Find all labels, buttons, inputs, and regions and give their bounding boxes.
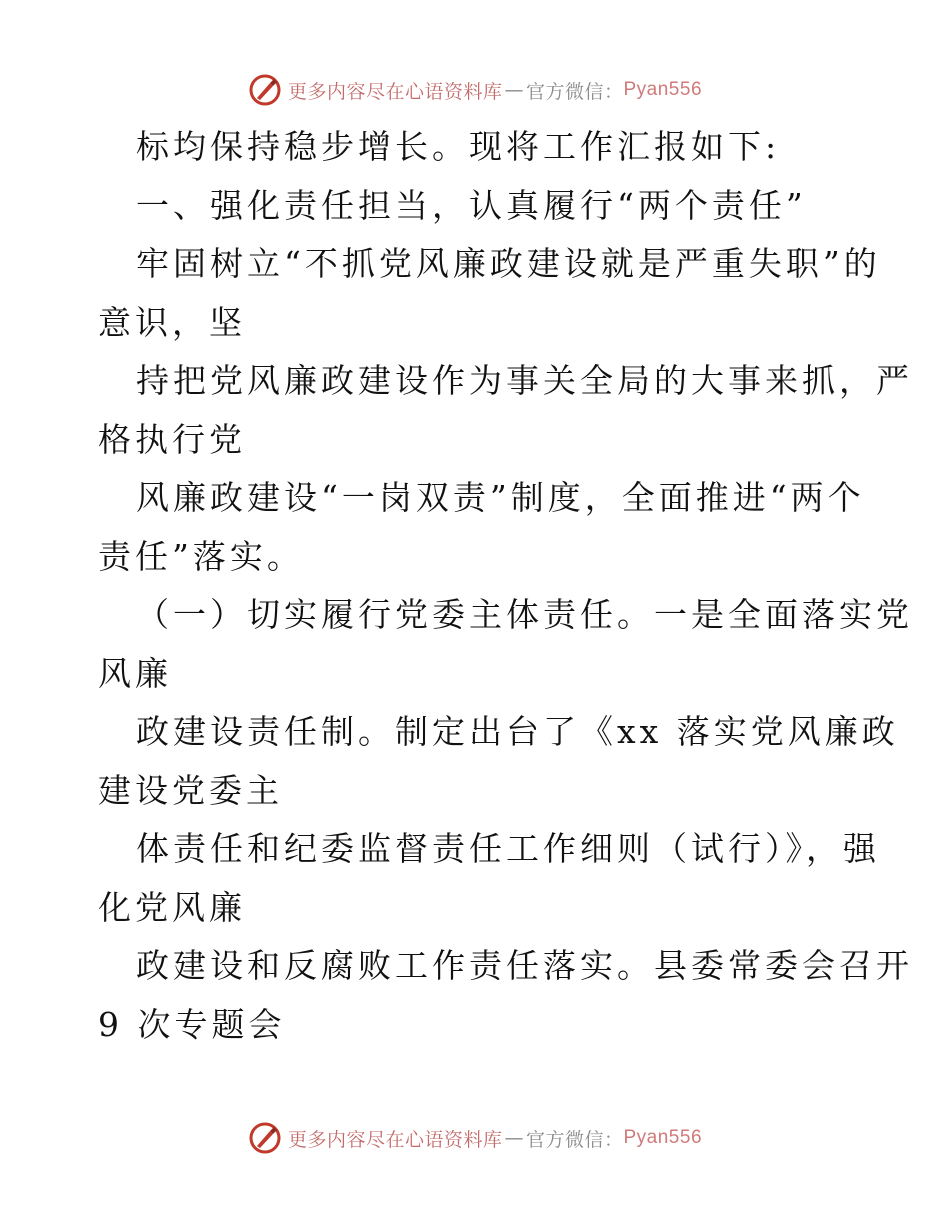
text-line: 政建设责任制。制定出台了《xx 落实党风廉政 bbox=[136, 712, 899, 751]
section-heading: 一、强化责任担当，认真履行“两个责任” bbox=[136, 185, 807, 225]
document-body bbox=[98, 118, 913, 1054]
text-line: 责任”落实。 bbox=[98, 536, 304, 576]
text-line: 政建设和反腐败工作责任落实。县委常委会召开 bbox=[136, 946, 913, 985]
subsection-heading: （一）切实履行党委主体责任。一是全面落实党 bbox=[136, 595, 913, 634]
watermark-site: 更多内容尽在心语资料库 bbox=[287, 80, 503, 103]
pen-logo-icon bbox=[248, 1121, 282, 1155]
watermark-id: Pyan556 bbox=[623, 1127, 703, 1148]
footer-watermark bbox=[0, 1118, 950, 1158]
header-watermark bbox=[0, 70, 950, 110]
watermark-label: 官方微信： bbox=[525, 1128, 624, 1151]
text-line: 意识，坚 bbox=[98, 302, 246, 342]
watermark-separator: — bbox=[504, 79, 524, 101]
text-line: 牢固树立“不抓党风廉政建设就是严重失职”的 bbox=[136, 244, 881, 283]
pen-logo-icon bbox=[248, 73, 282, 107]
text-line: 风廉政建设“一岗双责”制度，全面推进“两个 bbox=[136, 478, 865, 517]
text-line: 体责任和纪委监督责任工作细则（试行）》，强 bbox=[136, 829, 880, 868]
text-line: 格执行党 bbox=[98, 419, 246, 459]
text-line: 持把党风廉政建设作为事关全局的大事来抓，严 bbox=[136, 361, 913, 400]
watermark-label: 官方微信： bbox=[525, 80, 624, 103]
text-line: 标均保持稳步增长。现将工作汇报如下: bbox=[136, 127, 781, 166]
watermark-separator: — bbox=[504, 1127, 524, 1149]
text-line: 化党风廉 bbox=[98, 887, 246, 927]
text-line: 9 次专题会 bbox=[98, 1004, 286, 1044]
text-line: 风廉 bbox=[98, 653, 172, 693]
text-line: 建设党委主 bbox=[98, 770, 283, 810]
watermark-id: Pyan556 bbox=[623, 79, 703, 100]
watermark-site: 更多内容尽在心语资料库 bbox=[287, 1128, 503, 1151]
